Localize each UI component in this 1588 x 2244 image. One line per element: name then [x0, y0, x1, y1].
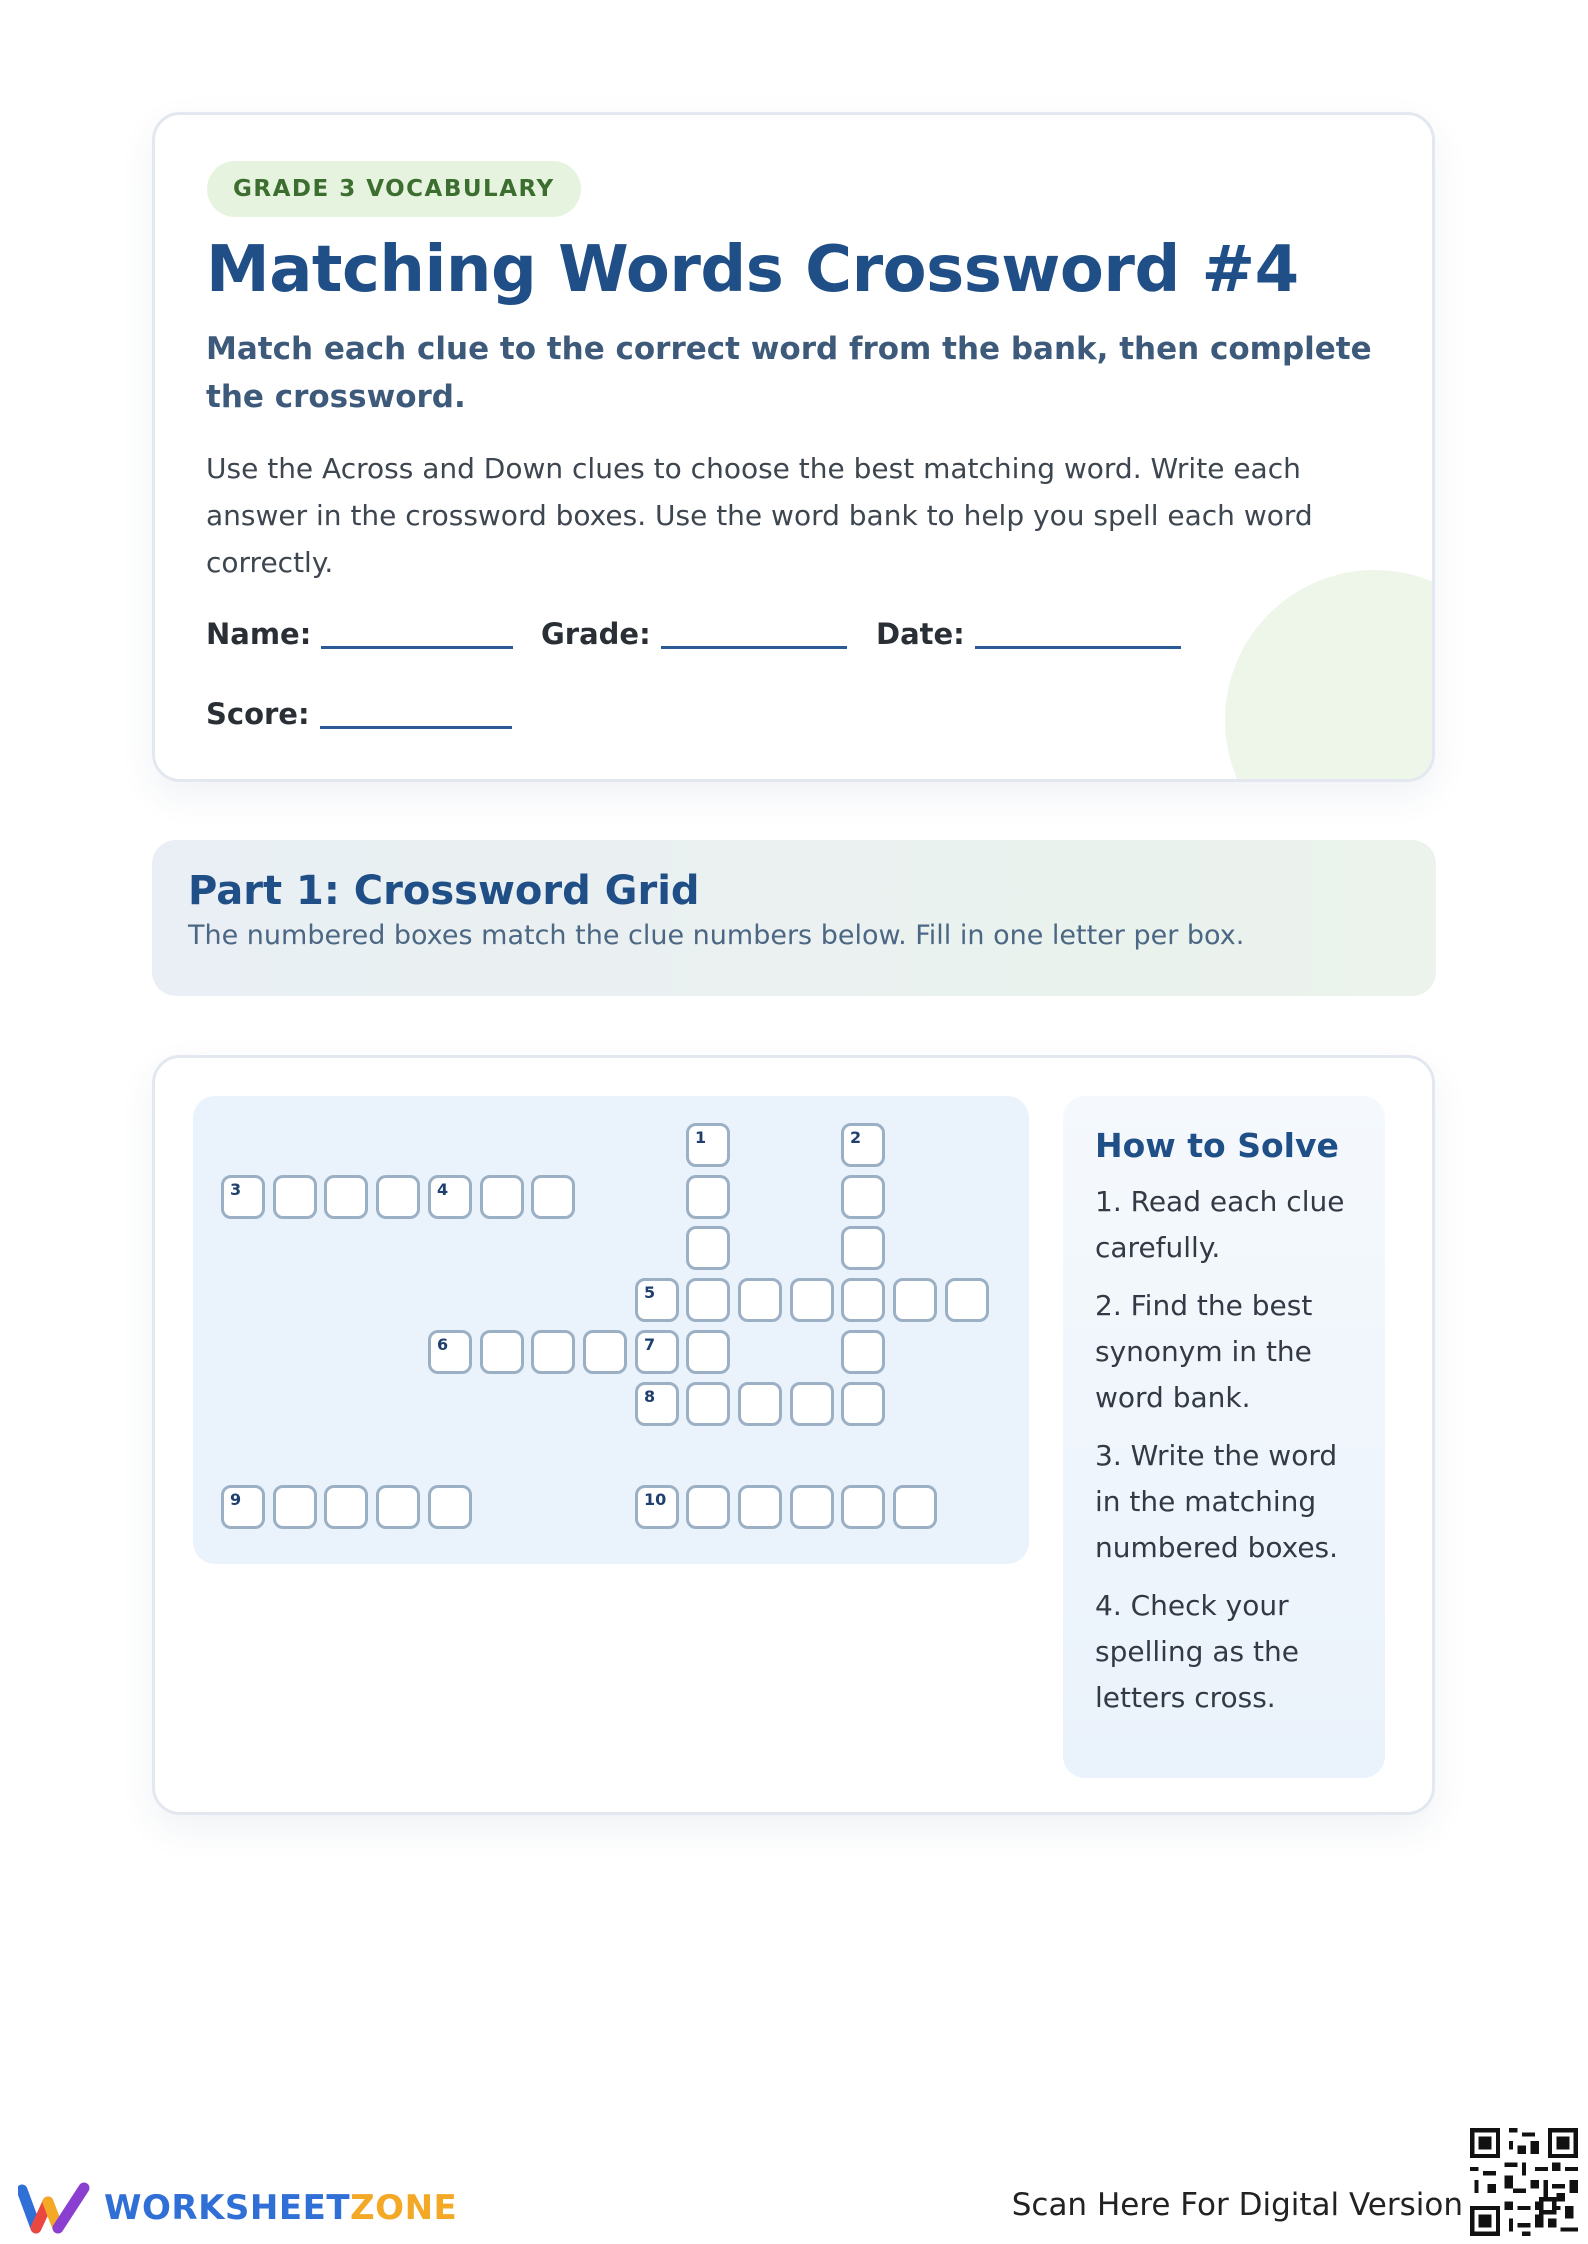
crossword-cell[interactable] — [428, 1330, 472, 1374]
crossword-cell[interactable] — [635, 1485, 679, 1529]
score-line[interactable] — [320, 726, 512, 729]
crossword-cell[interactable] — [841, 1485, 885, 1529]
crossword-cell[interactable] — [428, 1485, 472, 1529]
crossword-cell[interactable] — [635, 1330, 679, 1374]
crossword-cell[interactable] — [893, 1278, 937, 1322]
crossword-cell[interactable] — [893, 1485, 937, 1529]
clue-number: 1 — [695, 1128, 707, 1147]
crossword-cell[interactable] — [376, 1485, 420, 1529]
name-line[interactable] — [321, 646, 513, 649]
worksheet-header-card — [152, 112, 1435, 782]
crossword-cell[interactable] — [790, 1382, 834, 1426]
qr-code-icon[interactable] — [1470, 2128, 1578, 2236]
crossword-card — [152, 1055, 1435, 1815]
crossword-cell[interactable] — [480, 1330, 524, 1374]
crossword-cell[interactable] — [376, 1175, 420, 1219]
worksheet-title: Matching Words Crossword #4 — [206, 233, 1299, 307]
crossword-cell[interactable] — [738, 1278, 782, 1322]
grade-badge: GRADE 3 VOCABULARY — [207, 161, 581, 217]
crossword-cell[interactable] — [324, 1485, 368, 1529]
crossword-cell[interactable] — [221, 1485, 265, 1529]
how-to-solve-title: How to Solve — [1095, 1126, 1339, 1165]
worksheetzone-logo-text: WORKSHEETZONE — [104, 2188, 458, 2228]
crossword-cell[interactable] — [583, 1330, 627, 1374]
crossword-cell[interactable] — [686, 1485, 730, 1529]
worksheetzone-logo-icon — [18, 2180, 92, 2236]
section-title: Part 1: Crossword Grid — [188, 868, 700, 914]
crossword-cell[interactable] — [738, 1382, 782, 1426]
crossword-cell[interactable] — [841, 1330, 885, 1374]
crossword-cell[interactable] — [841, 1175, 885, 1219]
score-label: Score: — [206, 697, 310, 731]
score-field[interactable] — [206, 697, 512, 731]
clue-number: 4 — [437, 1180, 449, 1199]
crossword-cell[interactable] — [686, 1123, 730, 1167]
crossword-cell[interactable] — [790, 1485, 834, 1529]
clue-number: 9 — [230, 1490, 242, 1509]
clue-number: 10 — [644, 1490, 667, 1509]
crossword-cell[interactable] — [686, 1278, 730, 1322]
clue-number: 3 — [230, 1180, 242, 1199]
date-label: Date: — [876, 617, 965, 651]
worksheet-subtitle: Match each clue to the correct word from the bank, then complete the crossword. — [206, 331, 1372, 415]
crossword-cell[interactable] — [790, 1278, 834, 1322]
crossword-cell[interactable] — [635, 1382, 679, 1426]
crossword-cell[interactable] — [221, 1175, 265, 1219]
solve-step: 2. Find the best synonym in the word bank. — [1095, 1289, 1313, 1414]
name-field[interactable] — [206, 617, 513, 651]
crossword-cell[interactable] — [686, 1226, 730, 1270]
crossword-cell[interactable] — [480, 1175, 524, 1219]
date-field[interactable] — [876, 617, 1181, 651]
crossword-grid — [193, 1096, 1029, 1564]
crossword-cell[interactable] — [686, 1175, 730, 1219]
solve-step: 1. Read each clue carefully. — [1095, 1185, 1345, 1264]
worksheet-description: Use the Across and Down clues to choose the best matching word. Write each answer in the crossword boxes. Use the word bank to help you spell each word correctly. — [206, 452, 1313, 579]
worksheetzone-logo[interactable] — [18, 2180, 457, 2236]
crossword-cell[interactable] — [945, 1278, 989, 1322]
grade-label: Grade: — [541, 617, 651, 651]
crossword-cell[interactable] — [686, 1330, 730, 1374]
grade-field[interactable] — [541, 617, 847, 651]
date-line[interactable] — [975, 646, 1181, 649]
solve-step: 4. Check your spelling as the letters cross. — [1095, 1589, 1299, 1714]
solve-step: 3. Write the word in the matching numbered boxes. — [1095, 1439, 1339, 1564]
clue-number: 5 — [644, 1283, 656, 1302]
crossword-cell[interactable] — [841, 1382, 885, 1426]
how-to-solve-panel — [1063, 1096, 1385, 1778]
crossword-cell[interactable] — [841, 1123, 885, 1167]
crossword-cell[interactable] — [273, 1175, 317, 1219]
section-banner — [152, 840, 1436, 996]
section-description: The numbered boxes match the clue numbers below. Fill in one letter per box. — [188, 920, 1245, 951]
crossword-cell[interactable] — [324, 1175, 368, 1219]
grade-line[interactable] — [661, 646, 847, 649]
crossword-cell[interactable] — [841, 1278, 885, 1322]
clue-number: 6 — [437, 1335, 449, 1354]
crossword-cell[interactable] — [531, 1175, 575, 1219]
scan-instruction: Scan Here For Digital Version — [1011, 2187, 1463, 2223]
crossword-cell[interactable] — [841, 1226, 885, 1270]
name-label: Name: — [206, 617, 312, 651]
decorative-circle — [1225, 570, 1435, 782]
crossword-cell[interactable] — [686, 1382, 730, 1426]
crossword-cell[interactable] — [273, 1485, 317, 1529]
crossword-cell[interactable] — [635, 1278, 679, 1322]
how-to-solve-steps — [1095, 1179, 1363, 1721]
crossword-cell[interactable] — [428, 1175, 472, 1219]
clue-number: 2 — [850, 1128, 862, 1147]
clue-number: 7 — [644, 1335, 656, 1354]
crossword-cell[interactable] — [531, 1330, 575, 1374]
crossword-cell[interactable] — [738, 1485, 782, 1529]
clue-number: 8 — [644, 1387, 656, 1406]
